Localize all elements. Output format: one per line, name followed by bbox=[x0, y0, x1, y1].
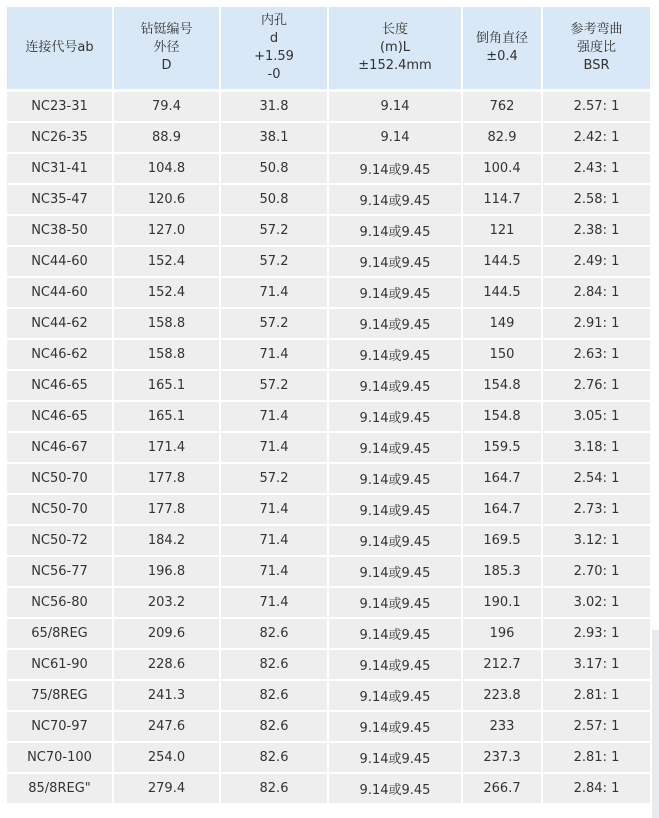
bore-cell: 82.6 bbox=[221, 743, 329, 774]
bore-cell: 57.2 bbox=[221, 309, 329, 340]
bore-cell: 71.4 bbox=[221, 278, 329, 309]
table-row bbox=[7, 402, 650, 433]
connection-code-cell: NC31-41 bbox=[7, 154, 114, 185]
bevel-diameter-cell: 233 bbox=[463, 712, 543, 743]
bsr-cell: 2.58: 1 bbox=[543, 185, 650, 216]
bore-cell: 71.4 bbox=[221, 495, 329, 526]
bore-cell: 71.4 bbox=[221, 526, 329, 557]
header-line: 连接代号ab bbox=[25, 40, 94, 55]
bevel-diameter-cell: 144.5 bbox=[463, 278, 543, 309]
length-cell: 9.14或9.45 bbox=[329, 619, 463, 650]
connection-code-cell: NC70-97 bbox=[7, 712, 114, 743]
collar-od-cell: 127.0 bbox=[114, 216, 221, 247]
header-row bbox=[7, 7, 650, 92]
connection-code-cell: NC46-65 bbox=[7, 402, 114, 433]
bore-cell: 57.2 bbox=[221, 371, 329, 402]
collar-od-cell: 203.2 bbox=[114, 588, 221, 619]
collar-od-cell: 158.8 bbox=[114, 340, 221, 371]
bsr-header bbox=[543, 7, 650, 92]
bevel-diameter-cell: 223.8 bbox=[463, 681, 543, 712]
bore-cell: 82.6 bbox=[221, 619, 329, 650]
bsr-cell: 2.49: 1 bbox=[543, 247, 650, 278]
bsr-cell: 2.57: 1 bbox=[543, 92, 650, 123]
table-row bbox=[7, 557, 650, 588]
bevel-diameter-cell: 154.8 bbox=[463, 371, 543, 402]
bevel-diameter-cell: 144.5 bbox=[463, 247, 543, 278]
length-cell: 9.14或9.45 bbox=[329, 774, 463, 805]
bevel-diameter-cell: 164.7 bbox=[463, 464, 543, 495]
bore-cell: 82.6 bbox=[221, 712, 329, 743]
connection-code-cell: NC26-35 bbox=[7, 123, 114, 154]
table-row bbox=[7, 154, 650, 185]
bevel-diameter-cell: 159.5 bbox=[463, 433, 543, 464]
bore-cell: 71.4 bbox=[221, 402, 329, 433]
table-row bbox=[7, 433, 650, 464]
connection-code-cell: NC50-70 bbox=[7, 495, 114, 526]
drill-collar-spec-table bbox=[7, 7, 650, 805]
length-header bbox=[329, 7, 463, 92]
bore-cell: 82.6 bbox=[221, 650, 329, 681]
header-line: +1.59 bbox=[254, 49, 294, 64]
table-row bbox=[7, 743, 650, 774]
length-cell: 9.14或9.45 bbox=[329, 278, 463, 309]
connection-code-cell: NC61-90 bbox=[7, 650, 114, 681]
connection-code-cell: NC46-65 bbox=[7, 371, 114, 402]
table-header bbox=[7, 7, 650, 92]
bsr-cell: 2.76: 1 bbox=[543, 371, 650, 402]
collar-od-cell: 196.8 bbox=[114, 557, 221, 588]
bevel-diameter-cell: 100.4 bbox=[463, 154, 543, 185]
collar-od-cell: 152.4 bbox=[114, 278, 221, 309]
bsr-cell: 2.84: 1 bbox=[543, 774, 650, 805]
bevel-diameter-cell: 212.7 bbox=[463, 650, 543, 681]
bore-cell: 71.4 bbox=[221, 433, 329, 464]
length-cell: 9.14或9.45 bbox=[329, 588, 463, 619]
bore-cell: 82.6 bbox=[221, 681, 329, 712]
collar-od-cell: 209.6 bbox=[114, 619, 221, 650]
table-row bbox=[7, 371, 650, 402]
header-line: 钻铤编号 bbox=[140, 22, 193, 37]
collar-od-cell: 247.6 bbox=[114, 712, 221, 743]
bsr-cell: 3.18: 1 bbox=[543, 433, 650, 464]
connection-code-cell: NC23-31 bbox=[7, 92, 114, 123]
connection-code-header bbox=[7, 7, 114, 92]
bsr-cell: 2.63: 1 bbox=[543, 340, 650, 371]
bsr-cell: 2.38: 1 bbox=[543, 216, 650, 247]
bevel-diameter-cell: 169.5 bbox=[463, 526, 543, 557]
connection-code-cell: 65/8REG bbox=[7, 619, 114, 650]
table-body bbox=[7, 92, 650, 805]
bevel-diameter-cell: 266.7 bbox=[463, 774, 543, 805]
table-row bbox=[7, 681, 650, 712]
length-cell: 9.14或9.45 bbox=[329, 650, 463, 681]
collar-od-cell: 79.4 bbox=[114, 92, 221, 123]
length-cell: 9.14或9.45 bbox=[329, 185, 463, 216]
edge-shade bbox=[652, 630, 659, 818]
bevel-diameter-cell: 82.9 bbox=[463, 123, 543, 154]
length-cell: 9.14或9.45 bbox=[329, 154, 463, 185]
header-line: (m)L bbox=[379, 40, 411, 55]
header-line: 强度比 bbox=[576, 40, 616, 55]
connection-code-cell: NC70-100 bbox=[7, 743, 114, 774]
bore-cell: 57.2 bbox=[221, 464, 329, 495]
bore-cell: 82.6 bbox=[221, 774, 329, 805]
table-row bbox=[7, 464, 650, 495]
bsr-cell: 3.12: 1 bbox=[543, 526, 650, 557]
length-cell: 9.14或9.45 bbox=[329, 371, 463, 402]
connection-code-cell: NC35-47 bbox=[7, 185, 114, 216]
header-line: 倒角直径 bbox=[475, 31, 528, 46]
collar-od-cell: 158.8 bbox=[114, 309, 221, 340]
bevel-diameter-cell: 190.1 bbox=[463, 588, 543, 619]
bevel-diameter-header bbox=[463, 7, 543, 92]
length-cell: 9.14或9.45 bbox=[329, 340, 463, 371]
connection-code-cell: NC46-67 bbox=[7, 433, 114, 464]
bsr-cell: 2.81: 1 bbox=[543, 743, 650, 774]
bore-header bbox=[221, 7, 329, 92]
length-cell: 9.14或9.45 bbox=[329, 743, 463, 774]
collar-od-cell: 177.8 bbox=[114, 464, 221, 495]
header-line: 参考弯曲 bbox=[570, 22, 623, 37]
table-row bbox=[7, 247, 650, 278]
bevel-diameter-cell: 114.7 bbox=[463, 185, 543, 216]
bevel-diameter-cell: 154.8 bbox=[463, 402, 543, 433]
bevel-diameter-cell: 237.3 bbox=[463, 743, 543, 774]
bsr-cell: 3.02: 1 bbox=[543, 588, 650, 619]
connection-code-cell: NC44-60 bbox=[7, 278, 114, 309]
length-cell: 9.14或9.45 bbox=[329, 433, 463, 464]
header-line: 长度 bbox=[381, 22, 408, 37]
table-row bbox=[7, 185, 650, 216]
collar-od-cell: 104.8 bbox=[114, 154, 221, 185]
connection-code-cell: NC44-62 bbox=[7, 309, 114, 340]
table-row bbox=[7, 526, 650, 557]
bsr-cell: 2.42: 1 bbox=[543, 123, 650, 154]
bsr-cell: 2.84: 1 bbox=[543, 278, 650, 309]
connection-code-cell: 85/8REG" bbox=[7, 774, 114, 805]
connection-code-cell: NC46-62 bbox=[7, 340, 114, 371]
bsr-cell: 2.43: 1 bbox=[543, 154, 650, 185]
collar-od-cell: 120.6 bbox=[114, 185, 221, 216]
bevel-diameter-cell: 149 bbox=[463, 309, 543, 340]
length-cell: 9.14或9.45 bbox=[329, 247, 463, 278]
connection-code-cell: NC56-77 bbox=[7, 557, 114, 588]
table-row bbox=[7, 216, 650, 247]
bore-cell: 50.8 bbox=[221, 185, 329, 216]
length-cell: 9.14或9.45 bbox=[329, 402, 463, 433]
connection-code-cell: NC38-50 bbox=[7, 216, 114, 247]
connection-code-cell: NC44-60 bbox=[7, 247, 114, 278]
collar-od-cell: 228.6 bbox=[114, 650, 221, 681]
table-row bbox=[7, 309, 650, 340]
header-line: 外径 bbox=[153, 40, 180, 55]
bevel-diameter-cell: 121 bbox=[463, 216, 543, 247]
collar-od-cell: 165.1 bbox=[114, 402, 221, 433]
bsr-cell: 3.05: 1 bbox=[543, 402, 650, 433]
collar-od-cell: 279.4 bbox=[114, 774, 221, 805]
header-line: ±0.4 bbox=[486, 49, 518, 64]
bore-cell: 71.4 bbox=[221, 588, 329, 619]
header-line: 内孔 bbox=[260, 13, 287, 28]
collar-od-cell: 152.4 bbox=[114, 247, 221, 278]
collar-od-cell: 241.3 bbox=[114, 681, 221, 712]
collar-od-cell: 171.4 bbox=[114, 433, 221, 464]
table-row bbox=[7, 712, 650, 743]
connection-code-cell: 75/8REG bbox=[7, 681, 114, 712]
bore-cell: 31.8 bbox=[221, 92, 329, 123]
length-cell: 9.14 bbox=[329, 123, 463, 154]
connection-code-cell: NC56-80 bbox=[7, 588, 114, 619]
table-row bbox=[7, 774, 650, 805]
bsr-cell: 2.57: 1 bbox=[543, 712, 650, 743]
table-row bbox=[7, 340, 650, 371]
bsr-cell: 2.70: 1 bbox=[543, 557, 650, 588]
bore-cell: 57.2 bbox=[221, 216, 329, 247]
header-line: BSR bbox=[583, 58, 610, 73]
bsr-cell: 3.17: 1 bbox=[543, 650, 650, 681]
length-cell: 9.14或9.45 bbox=[329, 681, 463, 712]
collar-od-cell: 88.9 bbox=[114, 123, 221, 154]
bevel-diameter-cell: 164.7 bbox=[463, 495, 543, 526]
collar-od-cell: 254.0 bbox=[114, 743, 221, 774]
collar-od-cell: 184.2 bbox=[114, 526, 221, 557]
header-line: ±152.4mm bbox=[358, 58, 432, 73]
bsr-cell: 2.54: 1 bbox=[543, 464, 650, 495]
table-row bbox=[7, 123, 650, 154]
bore-cell: 71.4 bbox=[221, 340, 329, 371]
table-row bbox=[7, 650, 650, 681]
collar-od-header bbox=[114, 7, 221, 92]
bsr-cell: 2.81: 1 bbox=[543, 681, 650, 712]
length-cell: 9.14或9.45 bbox=[329, 557, 463, 588]
length-cell: 9.14或9.45 bbox=[329, 216, 463, 247]
length-cell: 9.14 bbox=[329, 92, 463, 123]
bore-cell: 57.2 bbox=[221, 247, 329, 278]
bsr-cell: 2.91: 1 bbox=[543, 309, 650, 340]
header-line: -0 bbox=[267, 67, 281, 82]
bore-cell: 50.8 bbox=[221, 154, 329, 185]
length-cell: 9.14或9.45 bbox=[329, 712, 463, 743]
bore-cell: 38.1 bbox=[221, 123, 329, 154]
bsr-cell: 2.73: 1 bbox=[543, 495, 650, 526]
header-line: D bbox=[161, 58, 172, 73]
connection-code-cell: NC50-72 bbox=[7, 526, 114, 557]
bevel-diameter-cell: 762 bbox=[463, 92, 543, 123]
header-line: d bbox=[269, 31, 279, 46]
table-row bbox=[7, 495, 650, 526]
bevel-diameter-cell: 150 bbox=[463, 340, 543, 371]
length-cell: 9.14或9.45 bbox=[329, 495, 463, 526]
length-cell: 9.14或9.45 bbox=[329, 309, 463, 340]
length-cell: 9.14或9.45 bbox=[329, 526, 463, 557]
bevel-diameter-cell: 185.3 bbox=[463, 557, 543, 588]
bore-cell: 71.4 bbox=[221, 557, 329, 588]
connection-code-cell: NC50-70 bbox=[7, 464, 114, 495]
table-row bbox=[7, 278, 650, 309]
table-row bbox=[7, 619, 650, 650]
collar-od-cell: 177.8 bbox=[114, 495, 221, 526]
table-row bbox=[7, 588, 650, 619]
collar-od-cell: 165.1 bbox=[114, 371, 221, 402]
bevel-diameter-cell: 196 bbox=[463, 619, 543, 650]
length-cell: 9.14或9.45 bbox=[329, 464, 463, 495]
table-row bbox=[7, 92, 650, 123]
bsr-cell: 2.93: 1 bbox=[543, 619, 650, 650]
